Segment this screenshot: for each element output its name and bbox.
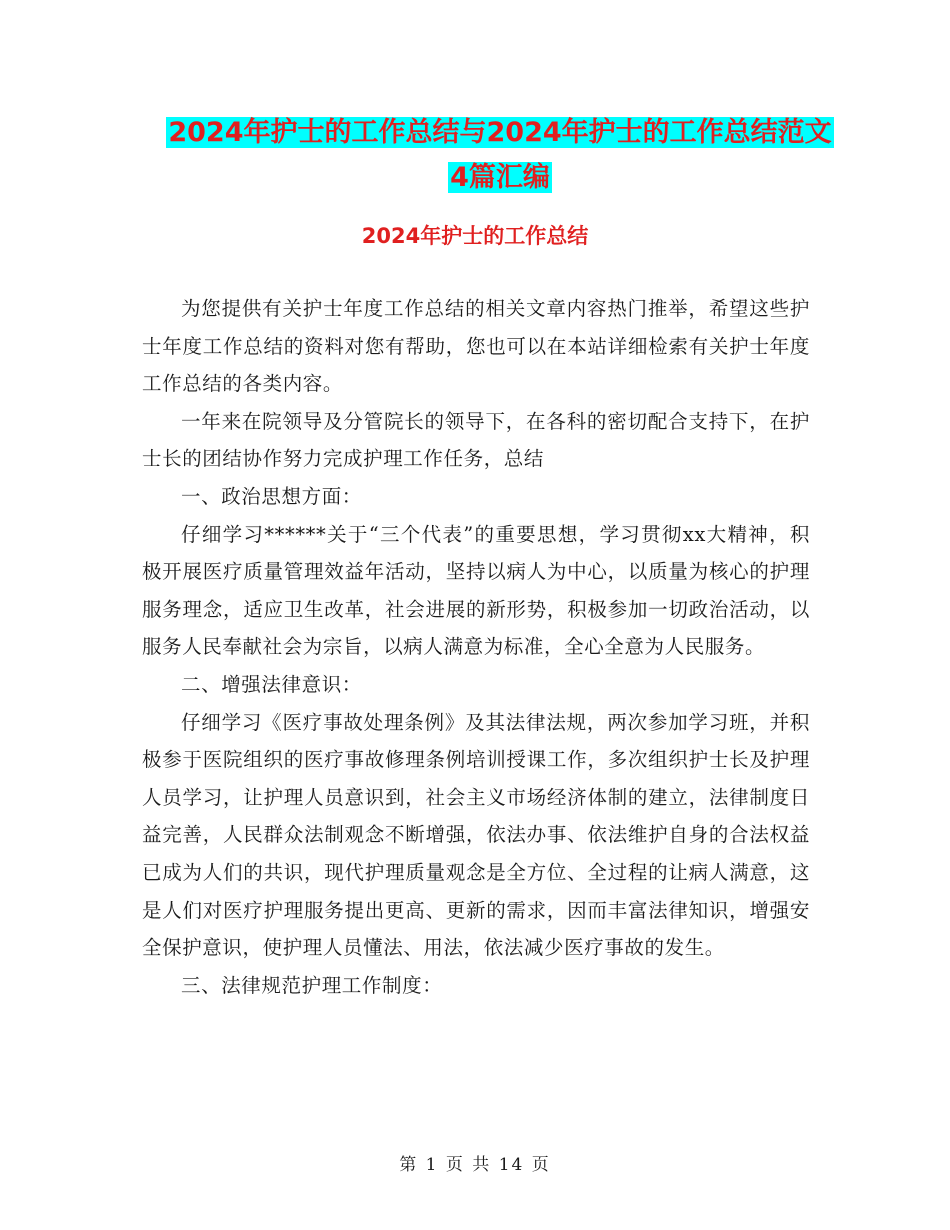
- heading-paragraph: 二、增强法律意识：: [181, 672, 362, 696]
- page-footer: 第 1 页 共 14 页: [399, 1155, 551, 1175]
- document-body: [142, 290, 810, 1004]
- paragraph: 仔细学习《医疗事故处理条例》及其法律法规，两次参加学习班，并积极参于医院组织的医疗事故修理条例培训授课工作，多次组织护士长及护理人员学习，让护理人员意识到，社会主义市场经济体制的建立，法律制度日益完善，人民群众法制观念不断增强，依法办事、依法维护自身的合法权益已成为人们的共识，现代护理质量观念是全方位、全过程的让病人满意，这是人们对医疗护理服务提出更高、更新的需求，因而丰富法律知识，增强安全保护意识，使护理人员懂法、用法，依法减少医疗事故的发生。: [142, 710, 810, 960]
- title-line-1: 2024年护士的工作总结与2024年护士的工作总结范文: [168, 117, 832, 148]
- title-line-2: 4篇汇编: [450, 162, 550, 193]
- heading-paragraph: 一、政治思想方面：: [181, 484, 362, 508]
- paragraph: 为您提供有关护士年度工作总结的相关文章内容热门推举，希望这些护士年度工作总结的资料对您有帮助，您也可以在本站详细检索有关护士年度工作总结的各类内容。: [142, 297, 810, 396]
- paragraph: 一年来在院领导及分管院长的领导下，在各科的密切配合支持下，在护士长的团结协作努力完成护理工作任务，总结: [142, 409, 810, 471]
- heading-paragraph: 三、法律规范护理工作制度：: [181, 973, 443, 997]
- section-title: 2024年护士的工作总结: [361, 224, 589, 248]
- paragraph: 仔细学习******关于“三个代表”的重要思想，学习贯彻xx大精神，积极开展医疗质量管理效益年活动，坚持以病人为中心，以质量为核心的护理服务理念，适应卫生改革，社会进展的新形势，积极参加一切政治活动，以服务人民奉献社会为宗旨，以病人满意为标准，全心全意为人民服务。: [142, 522, 810, 659]
- document-title: [150, 110, 850, 200]
